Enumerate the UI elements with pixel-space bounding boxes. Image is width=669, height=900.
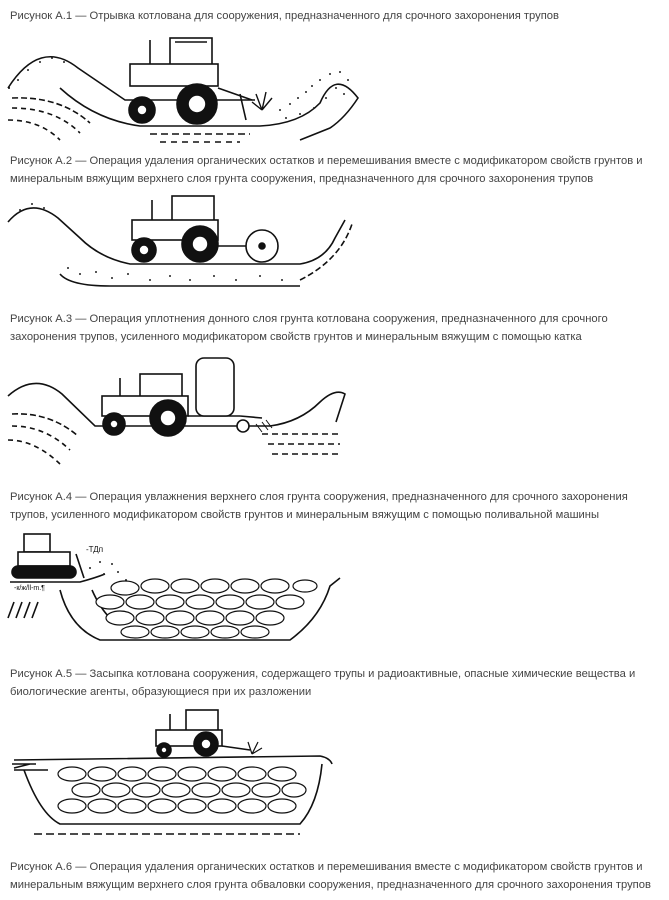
water-tank-icon [196,358,262,432]
caption-figure-a1: Рисунок А.1 — Отрывка котлована для сооружения, предназначенного для срочного захоронения трупов [10,10,559,22]
figure-a4-backfill [0,528,669,652]
caption-figure-a3: Рисунок А.3 — Операция уплотнения донного слоя грунта котлована сооружения, предназначенного для срочного захоронения трупов, усиленного модификатором свойств грунтов и минеральным вяжущим с помощью катка [10,313,608,343]
label-tdp: -ТДп [86,545,104,554]
figure-a2-roller [0,190,669,290]
caption-figure-a6: Рисунок А.6 — Операция удаления органических остатков и перемешивания вместе с модификатором свойств грунтов и минеральным вяжущим верхнего слоя грунта обваловки сооружения, предназначенного для срочного захоронения трупов [10,861,651,891]
caption-figure-a4: Рисунок А.4 — Операция увлажнения верхнего слоя грунта сооружения, предназначенного для срочного захоронения трупов, усиленного модификатором свойств грунтов и минеральным вяжущим с помощью поливальной машины [10,491,628,521]
roller-icon [246,230,278,262]
bulldozer-icon [12,534,84,578]
figure-a3-watering [0,352,669,478]
tractor-icon [129,38,252,124]
tractor-icon [156,710,250,757]
figure-a5-embankment [0,704,669,846]
tractor-icon [132,196,252,262]
caption-figure-a2: Рисунок А.2 — Операция удаления органических остатков и перемешивания вместе с модификатором свойств грунтов и минеральным вяжущим верхнего слоя грунта сооружения, предназначенного для срочного захоронения трупов [10,155,643,185]
figure-a1-excavation [0,28,669,146]
label-kzhm: -к/ж/ll-m.¶ [14,585,45,592]
caption-figure-a5: Рисунок А.5 — Засыпка котлована сооружения, содержащего трупы и радиоактивные, опасные химические вещества и биологические агенты, образующиеся при их разложении [10,668,636,698]
